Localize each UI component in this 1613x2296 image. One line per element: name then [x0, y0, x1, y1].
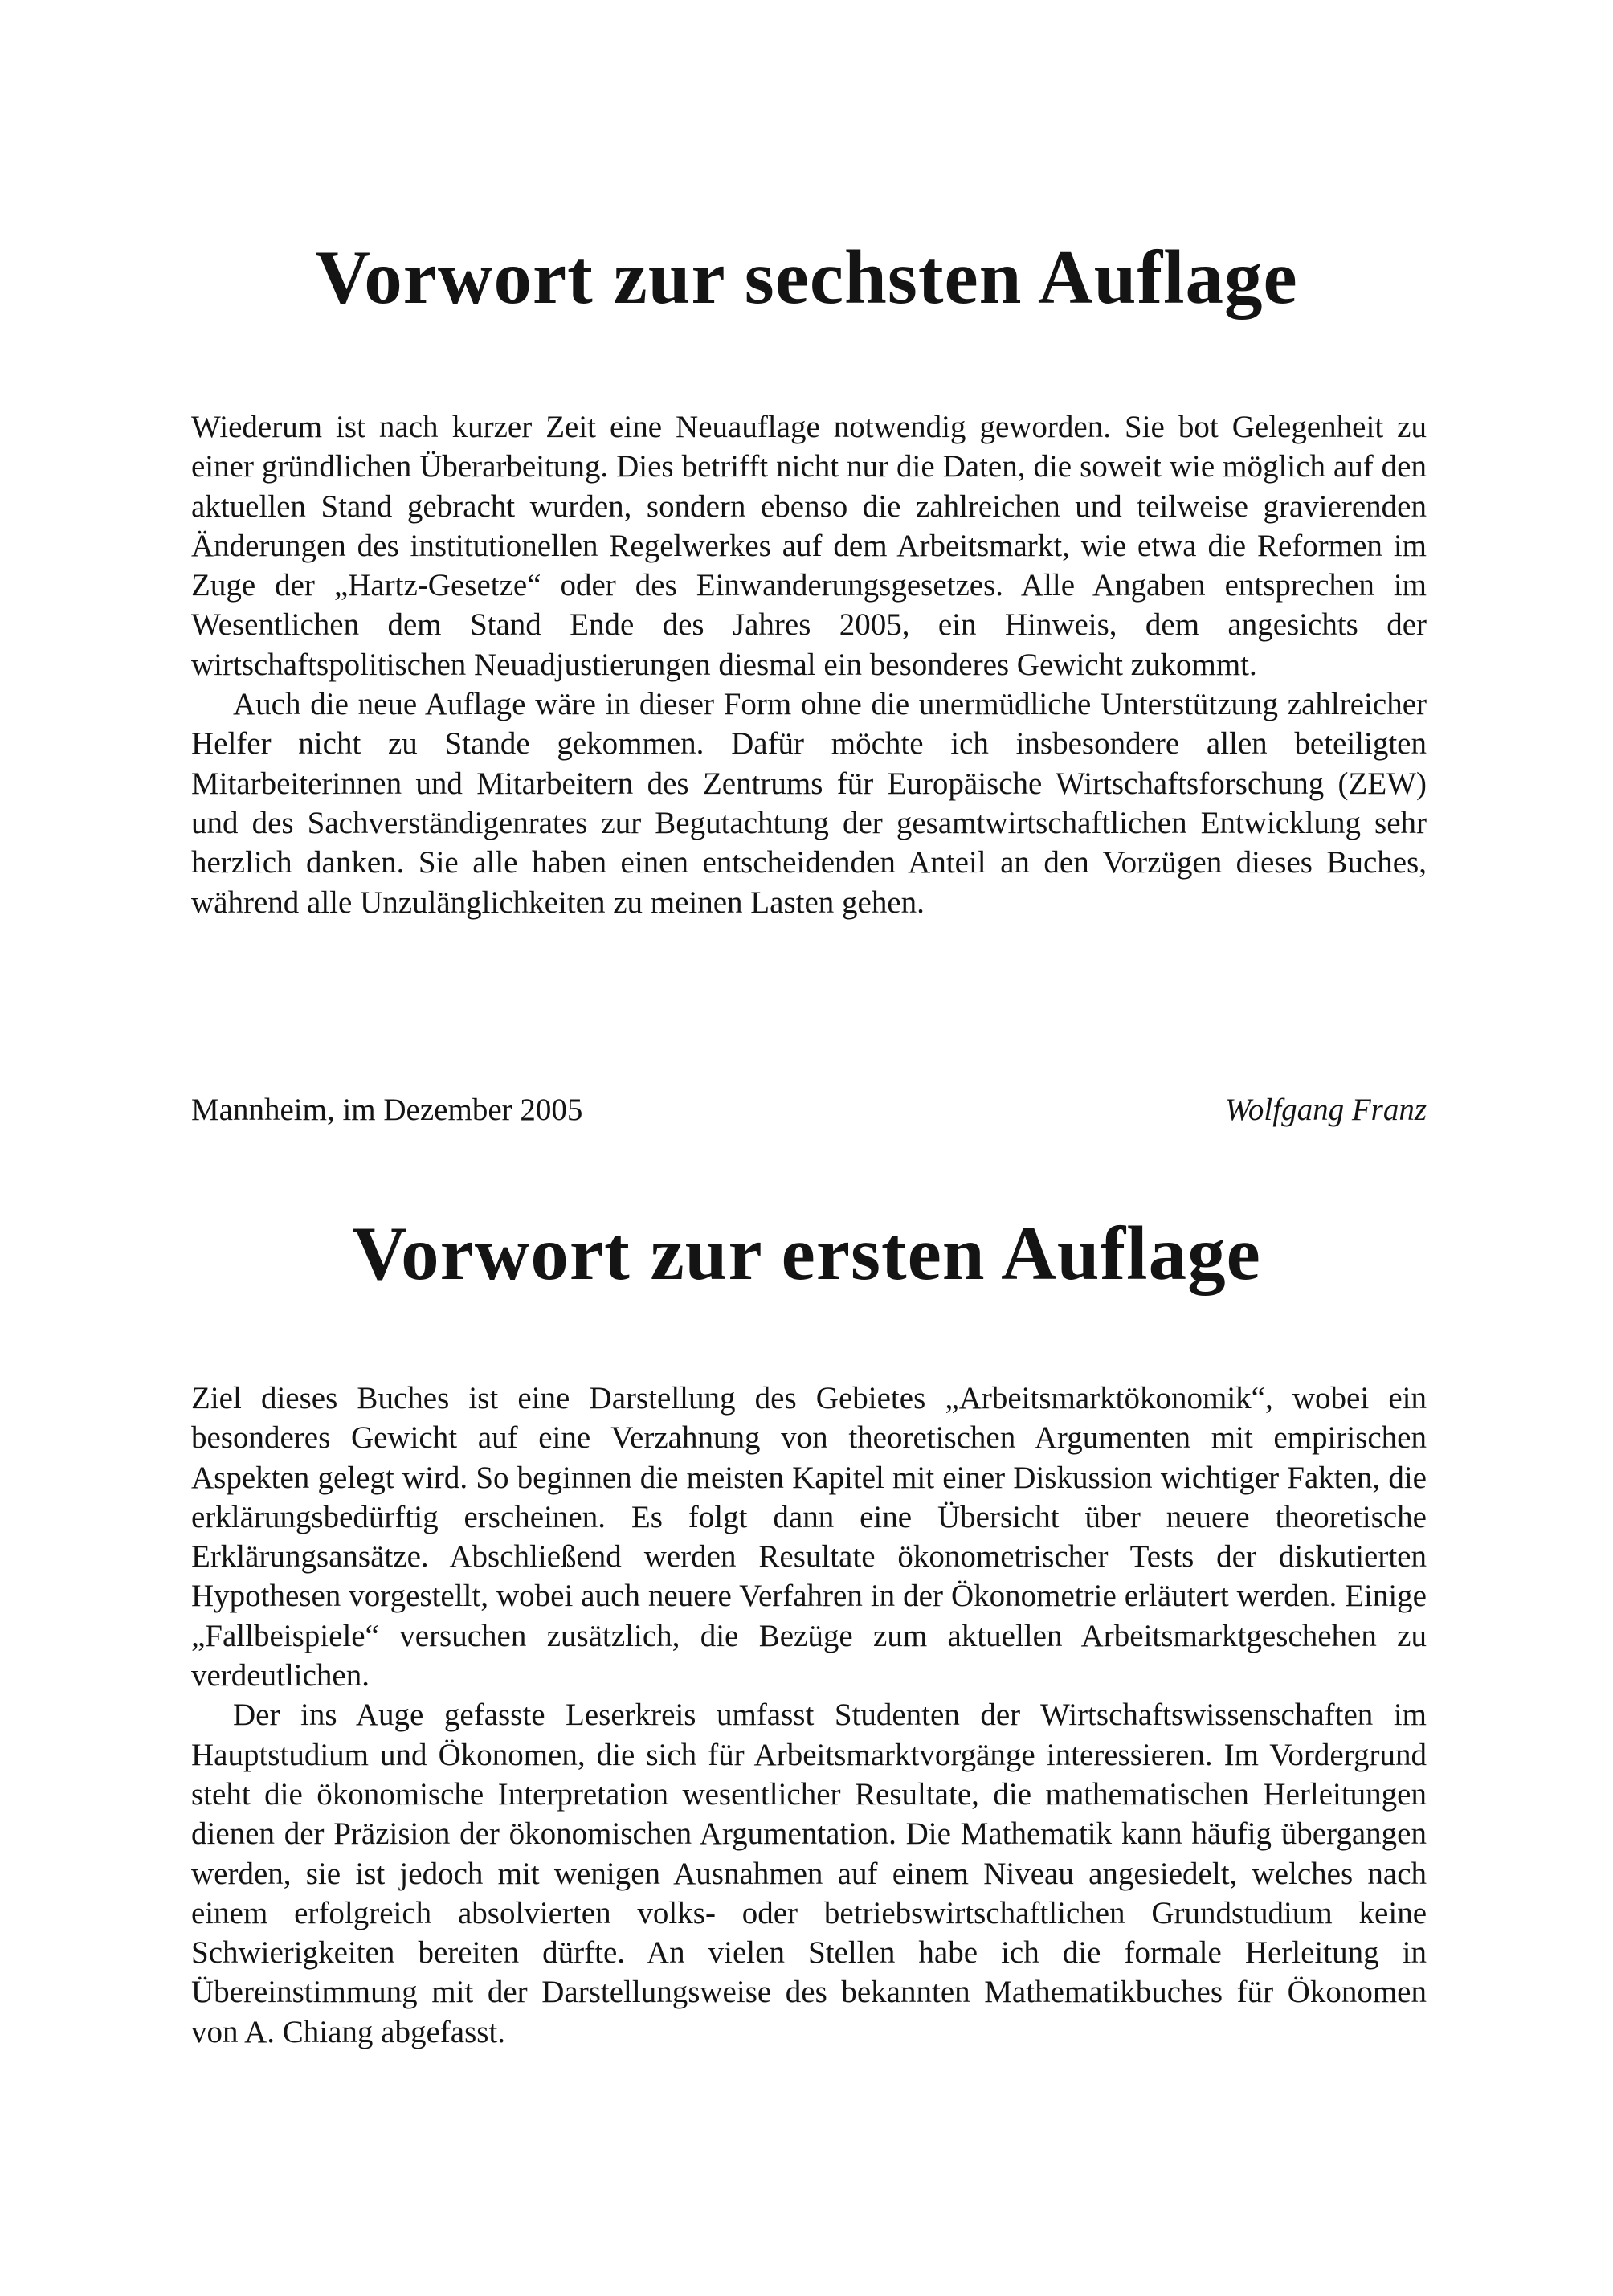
preface-sixth-body — [191, 407, 1427, 922]
page-title-sixth-edition: Vorwort zur sechsten Auflage — [315, 235, 1298, 320]
place-date: Mannheim, im Dezember 2005 — [191, 1093, 583, 1127]
paragraph: Auch die neue Auflage wäre in dieser Form ohne die unermüdliche Unterstützung zahlreicher Helfer nicht zu Stande gekommen. Dafür möchte ich insbesondere allen beteiligten Mitarbeiterinnen und Mitarbeitern des Zentrums für Europäische Wirtschaftsforschung (ZEW) und des Sachverständigenrates zur Begutachtung der gesamtwirtschaftlichen Entwicklung sehr herzlich danken. Sie alle haben einen entscheidenden Anteil an den Vorzügen dieses Buches, während alle Unzulänglichkeiten zu meinen Lasten gehen. — [191, 687, 1427, 920]
page-title-first-edition: Vorwort zur ersten Auflage — [352, 1211, 1261, 1296]
signature-line — [191, 1090, 1427, 1130]
paragraph: Wiederum ist nach kurzer Zeit eine Neuauflage notwendig geworden. Sie bot Gelegenheit zu einer gründlichen Überarbeitung. Dies betrifft nicht nur die Daten, die soweit wie möglich auf den aktuellen Stand gebracht wurden, sondern ebenso die zahlreichen und teilweise gravierenden Änderungen des institutionellen Regelwerkes auf dem Arbeitsmarkt, wie etwa die Reformen im Zuge der „Hartz-Gesetze“ oder des Einwanderungsgesetzes. Alle Angaben entsprechen im Wesentlichen dem Stand Ende des Jahres 2005, ein Hinweis, dem angesichts der wirtschaftspolitischen Neuadjustierungen diesmal ein besonderes Gewicht zukommt. — [191, 410, 1427, 682]
author-name: Wolfgang Franz — [1224, 1093, 1427, 1127]
paragraph: Der ins Auge gefasste Leserkreis umfasst Studenten der Wirtschaftswissenschaften im Hauptstudium und Ökonomen, die sich für Arbeitsmarktvorgänge interessieren. Im Vordergrund steht die ökonomische Interpretation wesentlicher Resultate, die mathematischen Herleitungen dienen der Präzision der ökonomischen Argumentation. Die Mathematik kann häufig übergangen werden, sie ist jedoch mit wenigen Ausnahmen auf einem Niveau angesiedelt, welches nach einem erfolgreich absolvierten volks- oder betriebswirtschaftlichen Grundstudium keine Schwierigkeiten bereiten dürfte. An vielen Stellen habe ich die formale Herleitung in Übereinstimmung mit der Darstellungsweise des bekannten Mathematikbuches für Ökonomen von A. Chiang abgefasst. — [191, 1697, 1427, 2049]
preface-first-body — [191, 1379, 1427, 2052]
paragraph: Ziel dieses Buches ist eine Darstellung des Gebietes „Arbeitsmarktökonomik“, wobei ein besonderes Gewicht auf eine Verzahnung von theoretischen Argumenten mit empirischen Aspekten gelegt wird. So beginnen die meisten Kapitel mit einer Diskussion wichtiger Fakten, die erklärungsbedürftig erscheinen. Es folgt dann eine Übersicht über neuere theoretische Erklärungsansätze. Abschließend werden Resultate ökonometrischer Tests der diskutierten Hypothesen vorgestellt, wobei auch neuere Verfahren in der Ökonometrie erläutert werden. Einige „Fallbeispiele“ versuchen zusätzlich, die Bezüge zum aktuellen Arbeitsmarktgeschehen zu verdeutlichen. — [191, 1381, 1427, 1693]
